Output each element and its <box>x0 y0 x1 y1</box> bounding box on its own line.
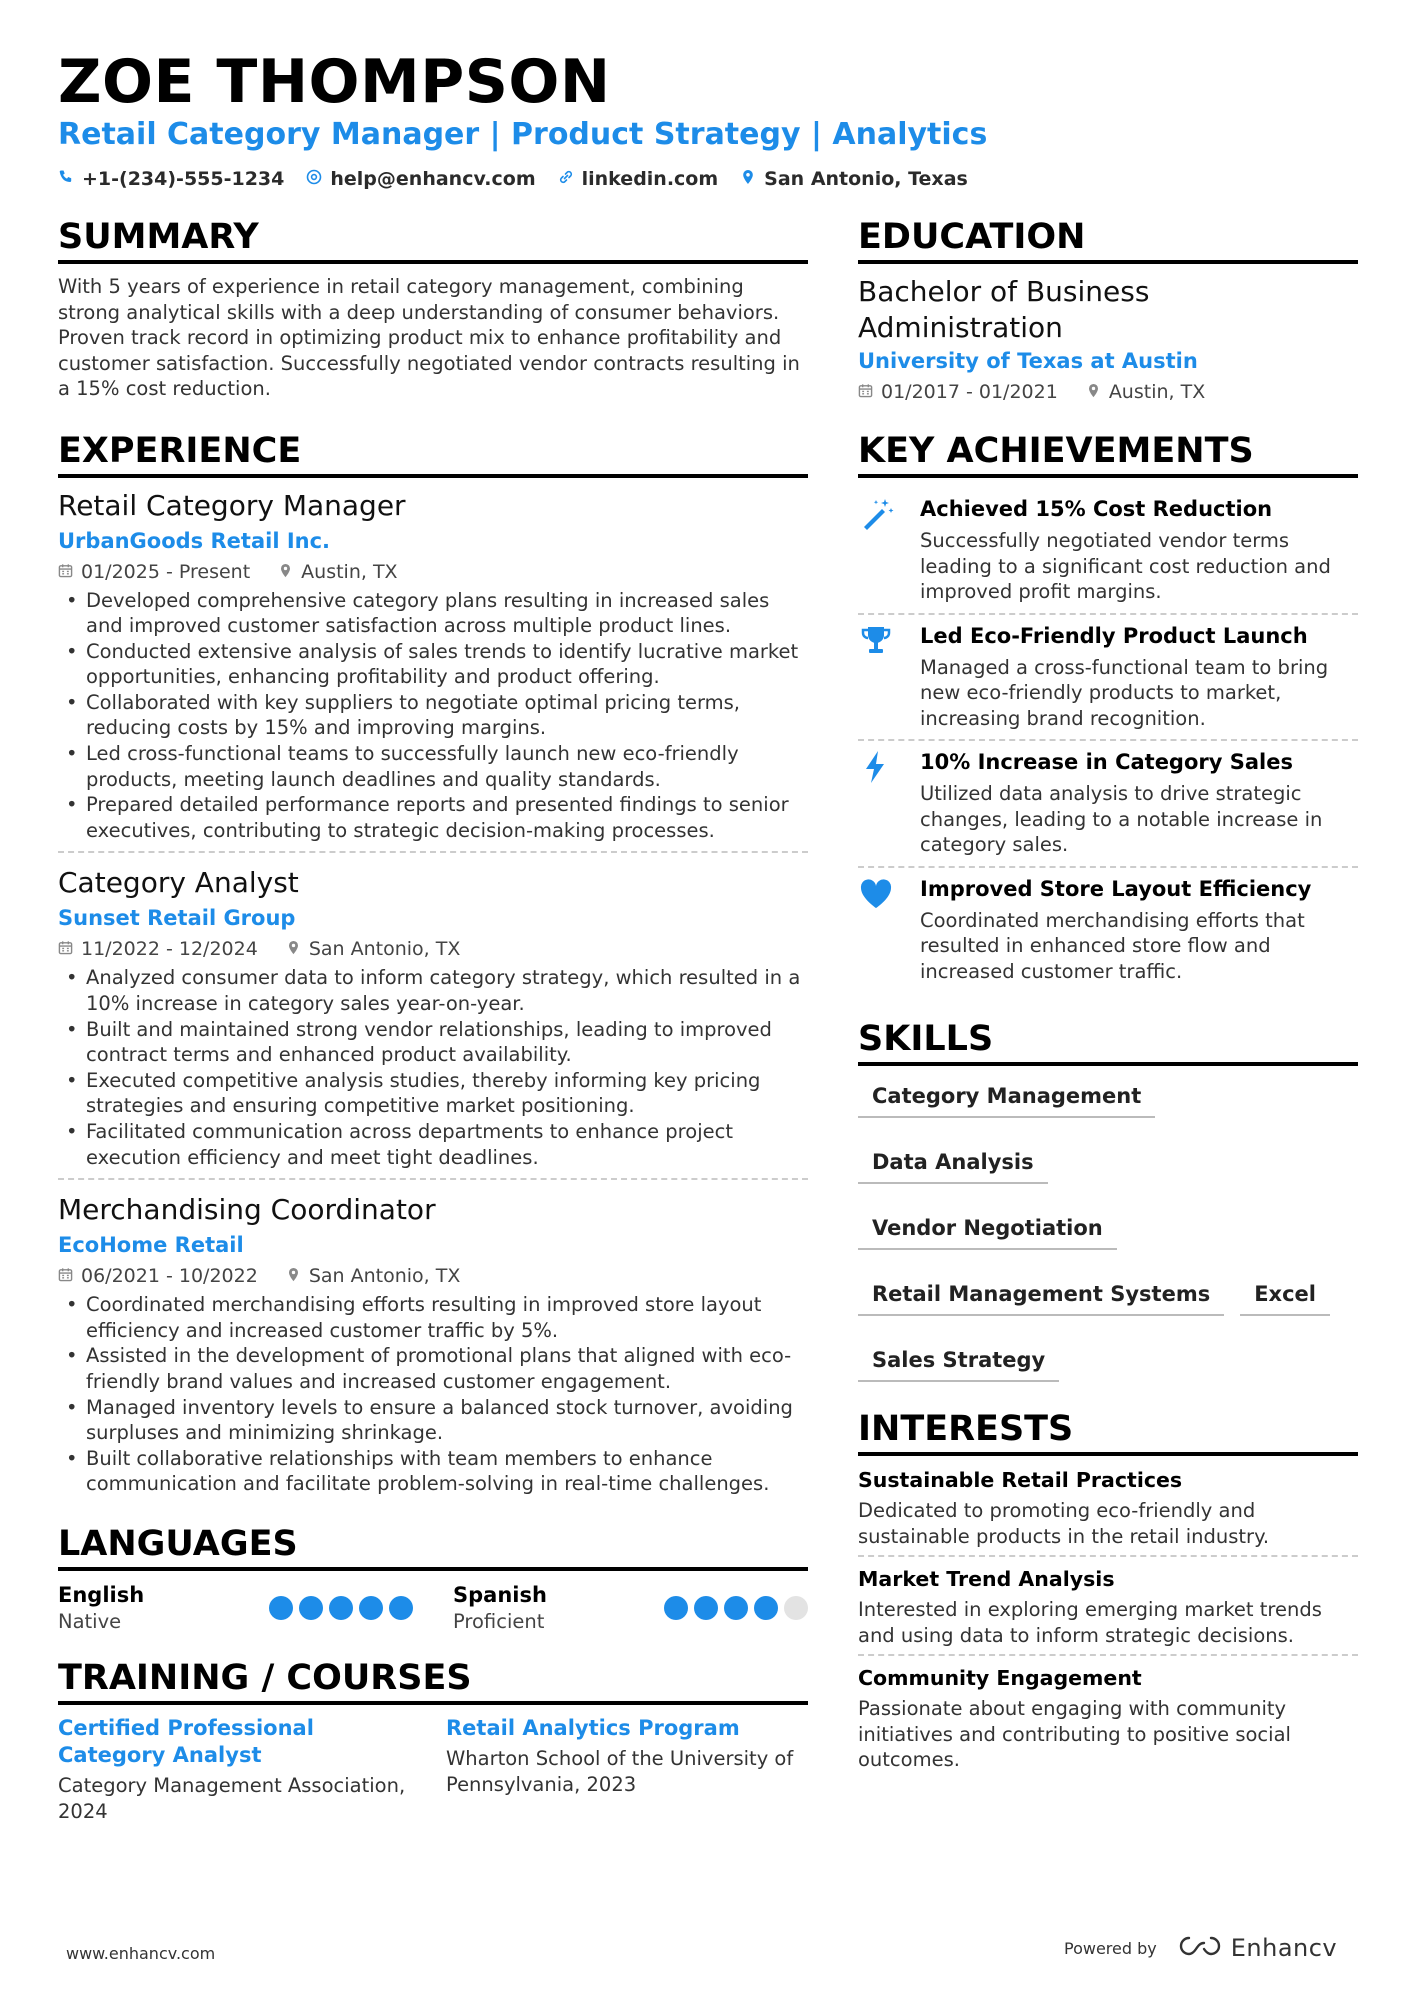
contact-email[interactable] <box>306 168 535 190</box>
job-bullet: • Executed competitive analysis studies, thereby informing key pricing strategies and ensuring competitive market positioning. <box>58 1068 808 1119</box>
trophy-icon <box>858 621 902 732</box>
calendar-icon <box>58 558 73 586</box>
achievement-item <box>858 741 1358 868</box>
heart-icon <box>858 874 902 985</box>
interest-item <box>858 1565 1358 1656</box>
contact-linkedin-text: linkedin.com <box>581 168 719 190</box>
job-location: Austin, TX <box>301 560 398 583</box>
rating-dot-filled <box>664 1596 688 1620</box>
job-company: EcoHome Retail <box>58 1233 244 1258</box>
training-item <box>58 1715 418 1825</box>
location-icon <box>740 168 756 190</box>
experience-title: EXPERIENCE <box>58 430 808 478</box>
education-title: EDUCATION <box>858 216 1358 264</box>
job-bullets <box>58 588 808 844</box>
education-meta <box>858 378 1358 406</box>
skill-tag: Data Analysis <box>858 1142 1048 1184</box>
achievement-title: 10% Increase in Category Sales <box>920 750 1293 774</box>
magic-wand-icon <box>858 494 902 605</box>
job-location: San Antonio, TX <box>308 938 461 961</box>
language-level: Proficient <box>453 1609 545 1633</box>
interest-title: Community Engagement <box>858 1666 1142 1690</box>
job-bullet: • Built and maintained strong vendor relationships, leading to improved contract terms and enhanced product availability. <box>58 1017 808 1068</box>
job-bullet: • Managed inventory levels to ensure a balanced stock turnover, avoiding surpluses and minimizing shrinkage. <box>58 1395 808 1446</box>
interest-title: Sustainable Retail Practices <box>858 1468 1183 1492</box>
training-org: Category Management Association, 2024 <box>58 1773 406 1823</box>
contact-phone[interactable] <box>58 168 284 190</box>
job-meta <box>58 935 808 963</box>
job-bullet: • Analyzed consumer data to inform category strategy, which resulted in a 10% increase in category sales year-on-year. <box>58 965 808 1016</box>
interest-item <box>858 1664 1358 1779</box>
rating-dot-filled <box>299 1596 323 1620</box>
calendar-icon <box>58 935 73 963</box>
location-icon <box>286 935 301 963</box>
summary-section <box>58 216 808 402</box>
training-org: Wharton School of the University of Pennsylvania, 2023 <box>446 1746 794 1796</box>
experience-section <box>58 430 808 1505</box>
training-section <box>58 1657 808 1825</box>
achievements-title: KEY ACHIEVEMENTS <box>858 430 1358 478</box>
interest-desc: Passionate about engaging with community initiatives and contributing to positive social outcomes. <box>858 1697 1291 1771</box>
skill-tag: Retail Management Systems <box>858 1274 1224 1316</box>
education-dates: 01/2017 - 01/2021 <box>881 381 1058 403</box>
achievement-desc: Utilized data analysis to drive strategic changes, leading to a notable increase in category sales. <box>920 782 1323 856</box>
achievement-title: Improved Store Layout Efficiency <box>920 876 1312 901</box>
contact-bar <box>58 168 968 190</box>
rating-dot-empty <box>784 1596 808 1620</box>
job-bullets <box>58 965 808 1170</box>
achievement-desc: Coordinated merchandising efforts that resulted in enhanced store flow and increased customer traffic. <box>920 908 1305 983</box>
job-bullet: • Led cross-functional teams to successfully launch new eco-friendly products, meeting launch deadlines and quality standards. <box>58 741 808 792</box>
interest-desc: Dedicated to promoting eco-friendly and sustainable products in the retail industry. <box>858 1499 1270 1548</box>
language-rating <box>269 1596 413 1620</box>
location-icon <box>286 1262 301 1290</box>
languages-title: LANGUAGES <box>58 1523 808 1571</box>
candidate-headline: Retail Category Manager | Product Strategy | Analytics <box>58 117 988 152</box>
training-name: Certified Professional Category Analyst <box>58 1715 314 1767</box>
job-bullet: • Coordinated merchandising efforts resulting in improved store layout efficiency and increased customer traffic by 5%. <box>58 1292 808 1343</box>
achievement-title: Led Eco-Friendly Product Launch <box>920 623 1308 648</box>
job-title: Merchandising Coordinator <box>58 1193 436 1227</box>
contact-email-text: help@enhancv.com <box>330 168 536 190</box>
interest-desc: Interested in exploring emerging market trends and using data to inform strategic decisions. <box>858 1598 1322 1647</box>
contact-phone-text: +1-(234)-555-1234 <box>82 168 285 190</box>
skills-list <box>858 1076 1358 1382</box>
location-icon <box>278 558 293 586</box>
job-company: UrbanGoods Retail Inc. <box>58 528 331 553</box>
skill-tag: Sales Strategy <box>858 1340 1059 1382</box>
contact-linkedin[interactable] <box>558 168 719 190</box>
footer-brand <box>1064 1934 1337 1962</box>
education-school: University of Texas at Austin <box>858 349 1198 373</box>
left-column <box>58 216 808 1825</box>
language-item <box>453 1581 808 1635</box>
job-entry <box>58 1192 808 1505</box>
language-level: Native <box>58 1609 122 1633</box>
lightning-icon <box>858 747 902 858</box>
rating-dot-filled <box>754 1596 778 1620</box>
summary-title: SUMMARY <box>58 216 808 264</box>
powered-by-text: Powered by <box>1064 1938 1157 1958</box>
rating-dot-filled <box>329 1596 353 1620</box>
enhancv-logo[interactable] <box>1177 1934 1337 1962</box>
job-dates: 06/2021 - 10/2022 <box>81 1265 258 1288</box>
job-dates: 01/2025 - Present <box>81 560 251 583</box>
rating-dot-filled <box>389 1596 413 1620</box>
skills-section <box>858 1018 1358 1382</box>
location-icon <box>1086 378 1101 406</box>
interest-item <box>858 1466 1358 1557</box>
skills-title: SKILLS <box>858 1018 1358 1066</box>
interest-title: Market Trend Analysis <box>858 1567 1115 1591</box>
skill-tag: Excel <box>1240 1274 1330 1316</box>
job-bullet: • Conducted extensive analysis of sales trends to identify lucrative market opportunities, enhancing profitability and product offering. <box>58 639 808 690</box>
skill-tag: Category Management <box>858 1076 1155 1118</box>
job-bullet: • Prepared detailed performance reports and presented findings to senior executives, contributing to strategic decision-making processes. <box>58 792 808 843</box>
education-section <box>858 216 1358 406</box>
at-icon <box>306 168 322 190</box>
education-location: Austin, TX <box>1108 381 1206 403</box>
language-name: English <box>58 1582 145 1607</box>
achievement-desc: Managed a cross-functional team to bring new eco-friendly products to market, increasing brand recognition. <box>920 655 1329 730</box>
job-title: Retail Category Manager <box>58 488 406 522</box>
job-location: San Antonio, TX <box>308 1265 461 1288</box>
education-degree: Bachelor of Business Administration <box>858 275 1150 344</box>
interests-section <box>858 1408 1358 1779</box>
rating-dot-filled <box>694 1596 718 1620</box>
interests-title: INTERESTS <box>858 1408 1358 1456</box>
language-name: Spanish <box>453 1582 547 1607</box>
training-item <box>446 1715 806 1825</box>
calendar-icon <box>58 1262 73 1290</box>
rating-dot-filled <box>269 1596 293 1620</box>
achievement-item <box>858 868 1358 993</box>
job-bullet: • Collaborated with key suppliers to negotiate optimal pricing terms, reducing costs by 15% and improving margins. <box>58 690 808 741</box>
job-bullet: • Developed comprehensive category plans resulting in increased sales and improved customer satisfaction across multiple product lines. <box>58 588 808 639</box>
job-bullets <box>58 1292 808 1497</box>
job-entry <box>58 865 808 1180</box>
job-bullet: • Facilitated communication across departments to enhance project execution efficiency and meet tight deadlines. <box>58 1119 808 1170</box>
achievement-title: Achieved 15% Cost Reduction <box>920 497 1273 521</box>
summary-text: With 5 years of experience in retail category management, combining strong analytical skills with a deep understanding of consumer behaviors. Proven track record in optimizing product mix to enhance profitability and customer satisfaction. Successfully negotiated vendor contracts resulting in a 15% cost reduction. <box>58 275 800 400</box>
training-title: TRAINING / COURSES <box>58 1657 808 1705</box>
contact-location-text: San Antonio, Texas <box>764 168 968 190</box>
language-item <box>58 1581 413 1635</box>
achievement-desc: Successfully negotiated vendor terms leading to a significant cost reduction and improved profit margins. <box>920 529 1331 603</box>
job-meta <box>58 1262 808 1290</box>
job-entry <box>58 488 808 854</box>
job-company: Sunset Retail Group <box>58 906 296 931</box>
candidate-name: ZOE THOMPSON <box>58 47 611 117</box>
achievement-item <box>858 488 1358 615</box>
contact-location <box>740 168 968 190</box>
job-title: Category Analyst <box>58 866 299 900</box>
languages-section <box>58 1523 808 1635</box>
footer-url[interactable]: www.enhancv.com <box>66 1944 216 1963</box>
brand-name: Enhancv <box>1230 1934 1338 1962</box>
phone-icon <box>58 168 74 190</box>
job-meta <box>58 558 808 586</box>
enhancv-logo-icon <box>1177 1934 1223 1962</box>
skill-tag: Vendor Negotiation <box>858 1208 1117 1250</box>
link-icon <box>558 168 574 190</box>
language-rating <box>664 1596 808 1620</box>
training-name: Retail Analytics Program <box>446 1715 740 1740</box>
achievements-section <box>858 430 1358 992</box>
job-bullet: • Built collaborative relationships with team members to enhance communication and facilitate problem-solving in real-time challenges. <box>58 1446 808 1497</box>
rating-dot-filled <box>724 1596 748 1620</box>
right-column <box>858 216 1358 1787</box>
calendar-icon <box>858 378 873 406</box>
achievement-item <box>858 615 1358 742</box>
rating-dot-filled <box>359 1596 383 1620</box>
job-bullet: • Assisted in the development of promotional plans that aligned with eco-friendly brand values and increased customer engagement. <box>58 1343 808 1394</box>
job-dates: 11/2022 - 12/2024 <box>81 938 258 961</box>
